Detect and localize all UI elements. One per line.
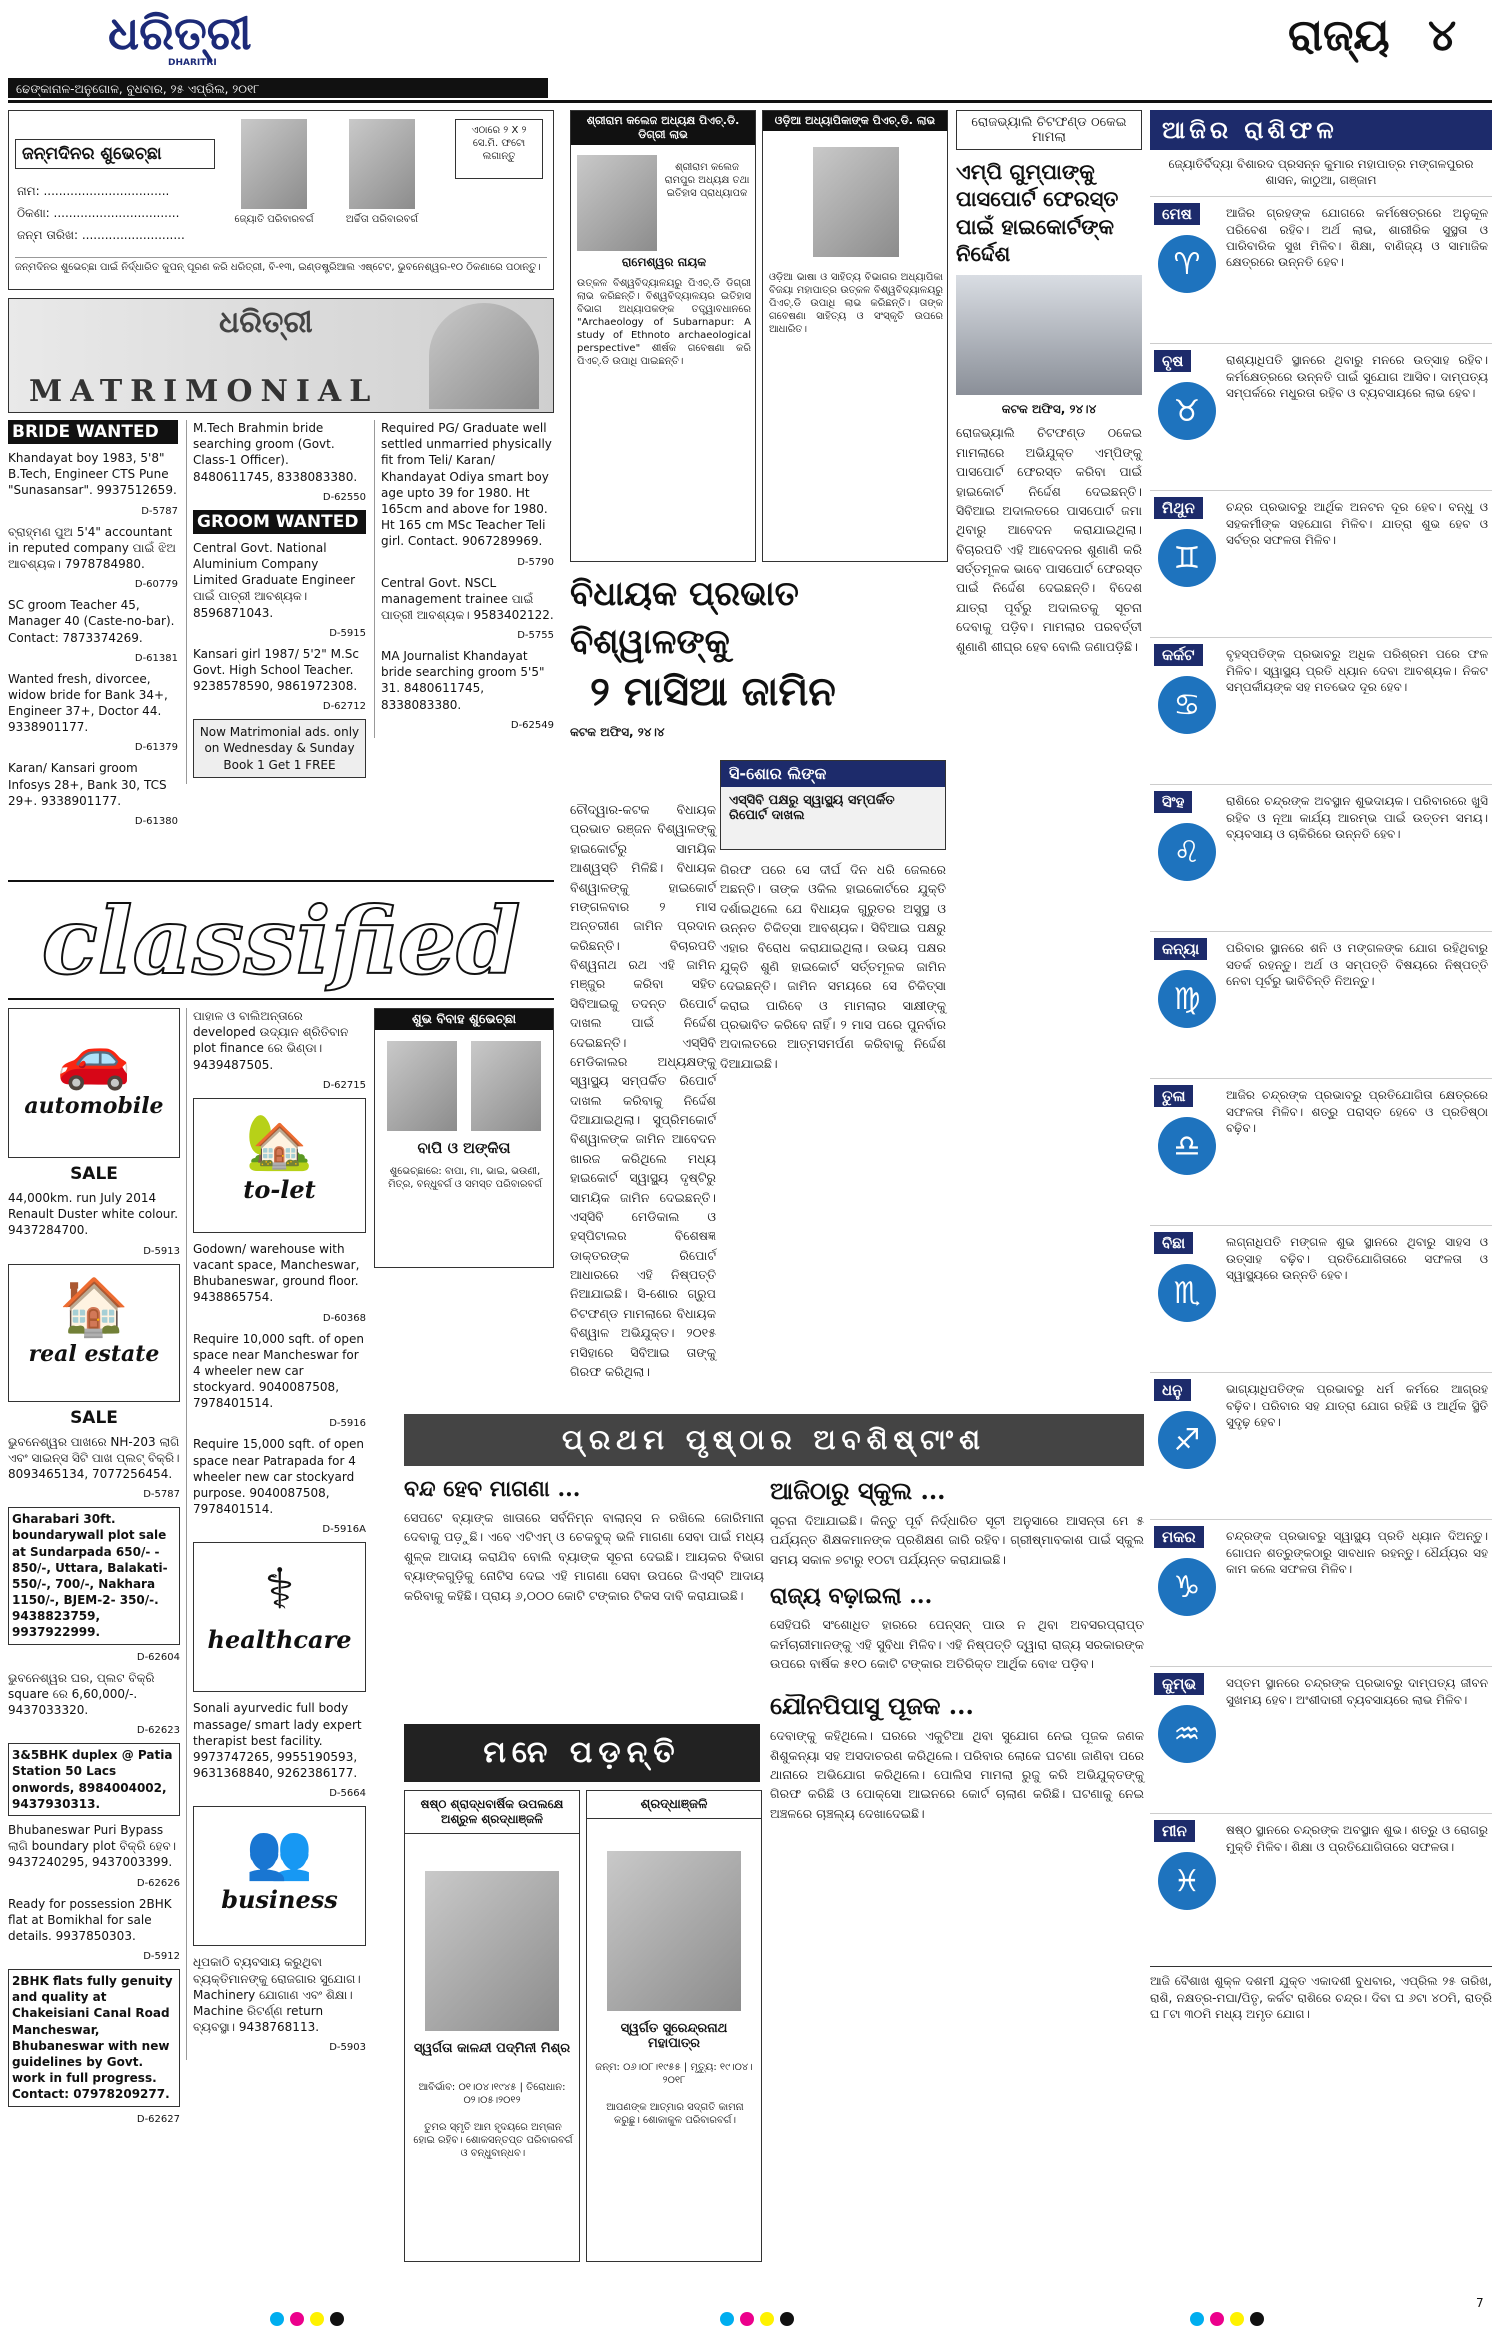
classified-ad-code: D-62626	[136, 1877, 180, 1889]
main-dateline: କଟକ ଅଫିସ, ୨୪।୪	[570, 725, 665, 739]
birthday-photo-2	[349, 119, 415, 209]
masthead-logo-sub: DHARITRI	[168, 58, 217, 68]
cuttack-story	[956, 110, 1142, 1400]
registration-mark-cyan	[270, 2312, 284, 2326]
classified-ad: ଧୂପକାଠି ବ୍ୟବସାୟ କରୁଥିବା ବ୍ୟକ୍ତିମାନଙ୍କୁ ରୋଜଗାର ସୁଯୋଗ। Machinery ଯୋଗାଣ ଏବଂ ଶିକ୍ଷା। Machine ରିଟର୍ଣ୍ଣ return ବ୍ୟବସ୍ଥା। 9438768113.	[193, 1955, 361, 2035]
real-estate-label: real estate	[28, 1340, 160, 1367]
classified-ad: Gharabari 30ft. boundarywall plot sale at Sundarpada 650/- - 850/-, Uttara, Balakati-550/-, 700/-, Nakhara 1150/-, BJEM-2- 350/-. 9438823759, 9937922999.	[8, 1507, 180, 1645]
zodiac-icon: ♎	[1158, 1117, 1216, 1175]
birthday-box	[8, 110, 554, 290]
edition-bar	[8, 78, 548, 98]
continuation-body: ସୂଚନା ଦିଆଯାଇଛି। କିନ୍ତୁ ପୂର୍ବ ନିର୍ଦ୍ଧାରିତ ସୂଚୀ ଅନୁସାରେ ଆସନ୍ତା ମେ ୫ ପର୍ଯ୍ୟନ୍ତ ଶିକ୍ଷକମାନଙ୍କ ପ୍ରଶିକ୍ଷଣ ଜାରି ରହିବ। ଗ୍ରୀଷ୍ମାବକାଶ ପାଇଁ ସ୍କୁଲ ସମୟ ସକାଳ ୭ଟାରୁ ୧୦ଟା ପର୍ଯ୍ୟନ୍ତ କରାଯାଇଛି।	[770, 1513, 1144, 1567]
matri-ad-code: D-62549	[510, 719, 554, 731]
classified-ad: Godown/ warehouse with vacant space, Mancheswar, Bhubaneswar, ground floor. 9438865754.	[193, 1241, 360, 1305]
wedding-text: ଶୁଭେଚ୍ଛାରେ: ବାପା, ମା, ଭାଇ, ଭଉଣୀ, ମିତ୍ର, ବନ୍ଧୁବର୍ଗ ଓ ସମସ୍ତ ପରିବାରବର୍ଗ	[388, 1166, 542, 1190]
classified-ad: 44,000km. run July 2014 Renault Duster white colour. 9437284700.	[8, 1191, 179, 1238]
matri-ad-code: D-60779	[134, 579, 178, 591]
matri-ad: MA Journalist Khandayat bride searching groom 5'5" 31. 8480611745, 8338083380.	[381, 649, 545, 712]
classified-ad-code: D-5787	[143, 1489, 180, 1501]
to-let-label: to-let	[243, 1174, 316, 1204]
matri-ad-code: D-61381	[134, 652, 178, 664]
continuation-title: ଆଜିଠାରୁ ସ୍କୁଲ ...	[770, 1476, 946, 1505]
zodiac-icon: ♓	[1158, 1852, 1216, 1910]
masthead-rule	[8, 100, 1492, 103]
horoscope-sign-name: ମେଷ	[1154, 203, 1200, 225]
obituary-left-dates: ଆବିର୍ଭାବ: ୦୧।୦୪।୧୯୪୫ | ତିରୋଧାନ: ୦୨।୦୫।୨୦୧୨	[418, 2082, 566, 2106]
registration-mark-yellow	[310, 2312, 324, 2326]
obituary-left-title: ଷଷ୍ଠ ଶ୍ରାଦ୍ଧବାର୍ଷିକ ଉପଲକ୍ଷେ ଅଶ୍ରୁଳ ଶ୍ରଦ୍ଧାଞ୍ଜଳି	[405, 1791, 579, 1834]
continuation-title: ରାଜ୍ୟ ବଢ଼ାଇଲା ...	[770, 1583, 933, 1610]
main-headline-2: ୨ ମାସିଆ ଜାମିନ	[590, 668, 836, 715]
profile-left-name: ରାମେଶ୍ୱର ନାୟକ	[621, 255, 707, 269]
matri-ad-code: D-61380	[134, 816, 178, 827]
horoscope-sign-text: ପରିବାର ସ୍ଥାନରେ ଶନି ଓ ମଙ୍ଗଳଙ୍କ ଯୋଗ ରହିଥିବାରୁ ସତର୍କ ରହନ୍ତୁ। ଅର୍ଥ ଓ ସମ୍ପତ୍ତି ବିଷୟରେ ନିଷ୍ପତ୍ତି ନେବା ପୂର୍ବରୁ ଭାବିଚିନ୍ତି ନିଅନ୍ତୁ।	[1226, 941, 1488, 988]
horoscope-astrologer: ଜ୍ୟୋତିର୍ବିଦ୍ୟା ବିଶାରଦ ପ୍ରସନ୍ନ କୁମାର ମହାପାତ୍ର ମଙ୍ଗଳପୁରର ଶାସନ, କାଠୁଆ, ଗଞ୍ଜାମ	[1168, 157, 1474, 188]
obituary-left-text: ତୁମର ସ୍ମୃତି ଆମ ହୃଦୟରେ ଅମ୍ଳାନ ହୋଇ ରହିବ। ଶୋକସନ୍ତପ୍ତ ପରିବାରବର୍ଗ ଓ ବନ୍ଧୁବାନ୍ଧବ।	[413, 2122, 573, 2159]
horoscope-sign	[1150, 1519, 1492, 1666]
profile-left-side: ଶ୍ରୀରାମ କଲେଜ ରାମପୁର ଅଧ୍ୟକ୍ଷ ତଥା ଇତିହାସ ପ୍ରାଧ୍ୟାପକ	[664, 162, 750, 199]
section-title: ରାଜ୍ୟ	[1288, 10, 1390, 61]
business-panel	[193, 1806, 366, 1946]
obituary-left-photo	[425, 1871, 559, 2031]
matrimonial-col-2	[186, 420, 366, 784]
horoscope-sign	[1150, 1078, 1492, 1225]
obituary-right-dates: ଜନ୍ମ: ୦୬।୦୮।୧୯୫୫ | ମୃତ୍ୟୁ: ୧୯।୦୪।୨୦୧୮	[595, 2062, 753, 2086]
cuttack-dateline: କଟକ ଅଫିସ, ୨୪।୪	[1001, 402, 1097, 417]
registration-mark-magenta	[1210, 2312, 1224, 2326]
masthead	[8, 8, 1492, 83]
main-headline-1: ବିଧାୟକ ପ୍ରଭାତ ବିଶ୍ୱାଳଙ୍କୁ	[570, 574, 799, 662]
zodiac-icon: ♌	[1158, 823, 1216, 881]
profile-right-header: ଓଡ଼ିଆ ଅଧ୍ୟାପିକାଙ୍କ ପିଏଚ୍.ଡି. ଲାଭ	[763, 111, 947, 131]
matri-ad-code: D-5915	[329, 627, 366, 639]
bride-illustration	[429, 303, 539, 409]
horoscope-sign-text: ଆଜିର ଚନ୍ଦ୍ରଙ୍କ ପ୍ରଭାବରୁ ପ୍ରତିଯୋଗିତା କ୍ଷେତ୍ରରେ ସଫଳତା ମିଳିବ। ଶତ୍ରୁ ପରାସ୍ତ ହେବେ ଓ ପ୍ରତିଷ୍ଠା ବଢ଼ିବ।	[1226, 1088, 1488, 1135]
horoscope-sign-text: ରାଶିରେ ଚନ୍ଦ୍ରଙ୍କ ଅବସ୍ଥାନ ଶୁଭଦାୟକ। ପରିବାରରେ ଖୁସି ରହିବ ଓ ନୂଆ କାର୍ଯ୍ୟ ଆରମ୍ଭ ପାଇଁ ଉତ୍ତମ ସମୟ। ବ୍ୟବସାୟ ଓ ଚାକିରିରେ ଉନ୍ନତି ହେବ।	[1226, 794, 1488, 841]
classified-ad: Bhubaneswar Puri Bypass ଲାଗି boundary plot ବିକ୍ରି ହେବ। 9437240295, 9437003399.	[8, 1822, 177, 1870]
real-estate-panel	[8, 1264, 180, 1402]
classified-ad-code: D-5664	[329, 1788, 366, 1800]
horoscope-sign-name: ମୀନ	[1154, 1820, 1195, 1842]
horoscope-sign-name: କନ୍ୟା	[1154, 938, 1207, 960]
classified-ad-code: D-62604	[136, 1651, 180, 1663]
horoscope-sign	[1150, 490, 1492, 637]
zodiac-icon: ♈	[1158, 235, 1216, 293]
zodiac-icon: ♉	[1158, 382, 1216, 440]
continuation-left	[404, 1476, 764, 1716]
wedding-greeting	[374, 1008, 554, 1268]
matri-ad: Karan/ Kansari groom Infosys 28+, Bank 30, TCS 29+. 9338901177.	[8, 761, 167, 808]
horoscope-sign	[1150, 1813, 1492, 1960]
zodiac-icon: ♐	[1158, 1411, 1216, 1469]
classified-ad-code: D-62715	[322, 1079, 366, 1091]
classified-ad: Require 10,000 sqft. of open space near Mancheswar for 4 wheeler new car stockyard. 9040087508, 7978401514.	[193, 1331, 364, 1411]
matrimonial-col-3	[374, 420, 554, 738]
horoscope-sign-name: ମିଥୁନ	[1154, 497, 1203, 519]
horoscope-sign-text: ବୃହସ୍ପତିଙ୍କ ପ୍ରଭାବରୁ ଅଧିକ ପରିଶ୍ରମ ପରେ ଫଳ ମିଳିବ। ସ୍ୱାସ୍ଥ୍ୟ ପ୍ରତି ଧ୍ୟାନ ଦେବା ଆବଶ୍ୟକ। ନିକଟ ସମ୍ପର୍କୀୟଙ୍କ ସହ ମତଭେଦ ଦୂର ହେବ।	[1226, 647, 1488, 694]
continuation-body: ଦେବାଙ୍କୁ କହିଥିଲେ। ଘରରେ ଏକୁଟିଆ ଥିବା ସୁଯୋଗ ନେଇ ପୂଜକ ଜଣକ ଶିଶୁକନ୍ୟା ସହ ଅସଦାଚରଣ କରିଥିଲେ। ପରିବାର ଲୋକେ ଘଟଣା ଜାଣିବା ପରେ ଥାନାରେ ଅଭିଯୋଗ କରିଥିଲେ। ପୋଲିସ ମାମଲା ରୁଜୁ କରି ଅଭିଯୁକ୍ତଙ୍କୁ ଗିରଫ କରିଛି ଓ ପୋକ୍ସୋ ଆଇନରେ କୋର୍ଟ ଚାଲାଣ କରିଛି। ଘଟଣାକୁ ନେଇ ଅଞ୍ଚଳରେ ଚାଞ୍ଚଲ୍ୟ ଦେଖାଦେଇଛି।	[770, 1728, 1144, 1821]
zodiac-icon: ♍	[1158, 970, 1216, 1028]
birthday-photo-slot: ଏଠାରେ ୨ X ୨ ସେ.ମି. ଫଟୋ ଲଗାନ୍ତୁ	[455, 119, 543, 179]
bride-photo	[471, 1041, 541, 1131]
business-label: business	[221, 1885, 338, 1915]
horoscope-signs	[1150, 196, 1492, 1960]
classified-banner	[8, 880, 554, 1000]
obituary-right-photo	[607, 1851, 741, 2011]
continuation-body: ସେପଟେ ବ୍ୟାଙ୍କ ଖାତାରେ ସର୍ବନିମ୍ନ ବାଲାନ୍ସ ନ ରଖିଲେ ଜୋରିମାନା ଦେବାକୁ ପଡ଼ୁଛି। ଏବେ ଏଟିଏମ୍ ଓ ଚେକବୁକ୍ ଭଳି ମାଗଣା ସେବା ପାଇଁ ମଧ୍ୟ ଶୁଳ୍କ ଆଦାୟ କରାଯିବ ବୋଲି ବ୍ୟାଙ୍କ ସୂଚନା ଦେଇଛି। ଆୟକର ବିଭାଗ ବ୍ୟାଙ୍କଗୁଡ଼ିକୁ ନୋଟିସ ଦେଇ ଏହି ମାଗଣା ସେବା ଉପରେ ଜିଏସ୍‌ଟି ଆଦାୟ କରିବାକୁ କହିଛି। ପ୍ରାୟ ୬,୦୦୦ କୋଟି ଟଙ୍କାର ଟିକସ ଦାବି କରାଯାଇଛି।	[404, 1510, 764, 1603]
birthday-photo-1	[241, 119, 307, 209]
matri-promo: Now Matrimonial ads. only on Wednesday & Sunday Book 1 Get 1 FREE	[193, 719, 366, 778]
matri-ad: Kansari girl 1987/ 5'2" M.Sc Govt. High School Teacher. 9238578590, 9861972308.	[193, 646, 360, 694]
registration-mark-cyan	[720, 2312, 734, 2326]
classified-ad-code: D-5916A	[322, 1524, 366, 1536]
horoscope-sign	[1150, 1666, 1492, 1813]
classified-ad-code: D-60368	[322, 1312, 366, 1324]
horoscope-sign-name: ବୃଷ	[1154, 350, 1191, 372]
matri-ad-code: D-62712	[322, 701, 366, 713]
matri-ad: Khandayat boy 1983, 5'8" B.Tech, Engineer CTS Pune "Sunasansar". 9937512659.	[8, 451, 177, 498]
classified-col-1	[8, 1008, 180, 2132]
horoscope-sign-text: ଆଜିର ଗ୍ରହଙ୍କ ଯୋଗରେ କର୍ମଷେତ୍ରରେ ଅନୁକୂଳ ପରିବେଶ ରହିବ। ଅର୍ଥ ଲାଭ, ଶାରୀରିକ ସୁସ୍ଥତା ଓ ପାରିବାରିକ ସୁଖ ମିଳିବ। ଶିକ୍ଷା, ବାଣିଜ୍ୟ ଓ ସାମାଜିକ କ୍ଷେତ୍ରରେ ଉନ୍ନତି ହେବ।	[1226, 206, 1488, 269]
obituary-right-title: ଶ୍ରଦ୍ଧାଞ୍ଜଳି	[587, 1791, 761, 1819]
classified-ad-code: D-5912	[143, 1951, 180, 1963]
classified-col-2	[186, 1008, 366, 2060]
horoscope-sign-text: ଚନ୍ଦ୍ର ପ୍ରଭାବରୁ ଆର୍ଥିକ ଅନଟନ ଦୂର ହେବ। ବନ୍ଧୁ ଓ ସହକର୍ମୀଙ୍କ ସହଯୋଗ ମିଳିବ। ଯାତ୍ରା ଶୁଭ ହେବ ଓ ସର୍ବତ୍ର ସଫଳତା ମିଳିବ।	[1226, 500, 1488, 547]
edition-line: ଢେଙ୍କାନାଳ-ଅନୁଗୋଳ, ବୁଧବାର, ୨୫ ଏପ୍ରିଲ, ୨୦୧୮	[16, 82, 260, 96]
horoscope-sign	[1150, 343, 1492, 490]
registration-mark-yellow	[1230, 2312, 1244, 2326]
registration-mark-yellow	[760, 2312, 774, 2326]
matri-ad: Required PG/ Graduate well settled unmarried physically fit from Teli/ Karan/ Khandayat Odiya smart boy age upto 39 for 1980. Ht 165cm and above for 1980. Ht 165 cm MSc Teacher Teli girl. Contact. 9067289969.	[381, 421, 552, 549]
horoscope-sign-name: ବିଛା	[1154, 1232, 1193, 1254]
profile-left-photo	[577, 155, 657, 251]
classified-ad: Ready for possession 2BHK flat at Bomikhal for sale details. 9937850303.	[8, 1896, 172, 1943]
zodiac-icon: ♊	[1158, 529, 1216, 587]
color-registration-marks	[0, 2312, 1500, 2332]
matrimonial-banner	[8, 298, 554, 413]
matri-ad-code: D-5755	[517, 630, 554, 642]
wedding-names: ବାପି ଓ ଅଙ୍କିତା	[417, 1139, 511, 1157]
horoscope-almanac: ଆଜି ବୈଶାଖ ଶୁକ୍ଳ ଦଶମୀ ଯୁକ୍ତ ଏକାଦଶୀ ବୁଧବାର, ଏପ୍ରିଲ ୨୫ ତାରିଖ, ରାଶି, ନକ୍ଷତ୍ର-ମଘା/ପିତୃ, କର୍କଟ ରାଶିରେ ଚନ୍ଦ୍ର। ଦିବା ଘ ୬ଟା ୪୦ମି, ରାତ୍ରି ଘ ୮ଟା ୩୦ମି ମଧ୍ୟ ଅମୃତ ଯୋଗ।	[1150, 1966, 1492, 2022]
main-story	[570, 570, 950, 1379]
high-court-photo	[956, 275, 1142, 395]
automobile-sale: SALE	[70, 1164, 118, 1184]
continuation-body: ସେହିପରି ସଂଶୋଧିତ ହାରରେ ପେନ୍‌ସନ୍ ପାଉ ନ ଥିବା ଅବସରପ୍ରାପ୍ତ କର୍ମଚାରୀମାନଙ୍କୁ ଏହି ସୁବିଧା ମିଳିବ। ଏହି ନିଷ୍ପତ୍ତି ଦ୍ୱାରା ରାଜ୍ୟ ସରକାରଙ୍କ ଉପରେ ବାର୍ଷିକ ୫୧୦ କୋଟି ଟଙ୍କାର ଅତିରିକ୍ତ ଆର୍ଥିକ ବୋଝ ପଡ଼ିବ।	[770, 1617, 1144, 1671]
remembrance-banner: ମନେ ପଡ଼ନ୍ତି	[404, 1724, 760, 1782]
horoscope-sign	[1150, 1225, 1492, 1372]
to-let-panel	[193, 1098, 366, 1233]
zodiac-icon: ♑	[1158, 1558, 1216, 1616]
business-people-icon: 👥	[245, 1820, 314, 1884]
horoscope-sign-name: ତୁଳା	[1154, 1085, 1193, 1107]
classified-ad: ଭୁବନେଶ୍ୱର ଘର, ପ୍ଲଟ ବିକ୍ରି square ରେ 6,60,000/-. 9437033320.	[8, 1670, 155, 1717]
horoscope-sign-name: କୁମ୍ଭ	[1154, 1673, 1204, 1695]
main-sidebar-sub: ଏସ୍‌ସିବି ପକ୍ଷରୁ ସ୍ୱାସ୍ଥ୍ୟ ସମ୍ପର୍କିତ ରିପୋର୍ଟ ଦାଖଲ	[729, 793, 895, 823]
house-icon: 🏠	[59, 1274, 129, 1340]
matri-ad: Wanted fresh, divorcee, widow bride for Bank 34+, Engineer 37+, Doctor 44. 9338901177.	[8, 671, 168, 735]
matri-ad-code: D-5787	[141, 505, 178, 517]
cuttack-headline: ଏମ୍‌ପି ଗୁମ୍ପାଙ୍କୁ ପାସପୋର୍ଟ ଫେରସ୍ତ ପାଇଁ ହାଇକୋର୍ଟଙ୍କ ନିର୍ଦ୍ଦେଶ	[956, 159, 1119, 266]
horoscope-sign	[1150, 784, 1492, 931]
birthday-footer: ଜନ୍ମଦିନର ଶୁଭେଚ୍ଛା ପାଇଁ ନିର୍ଦ୍ଧାରିତ କୁପନ୍ ପୂରଣ କରି ଧରିତ୍ରୀ, ବି-୧୩, ଇଣ୍ଡଷ୍ଟ୍ରିଆଲ ଏଷ୍ଟେଟ, ଭୁବନେଶ୍ୱର-୧୦ ଠିକଣାରେ ପଠାନ୍ତୁ।	[15, 257, 547, 274]
main-body-right: ଗିରଫ ପରେ ସେ ଦୀର୍ଘ ଦିନ ଧରି ଜେଲରେ ଅଛନ୍ତି। ତାଙ୍କ ଓକିଲ ହାଇକୋର୍ଟରେ ଯୁକ୍ତି ଦର୍ଶାଇଥିଲେ ଯେ ବିଧାୟକ ଗୁରୁତର ଅସୁସ୍ଥ ଓ ଉନ୍ନତ ଚିକିତ୍ସା ଆବଶ୍ୟକ। ସିବିଆଇ ପକ୍ଷରୁ ଏହାର ବିରୋଧ କରାଯାଇଥିଲା। ଉଭୟ ପକ୍ଷର ଯୁକ୍ତି ଶୁଣି ହାଇକୋର୍ଟ ସର୍ତ୍ତମୂଳକ ଜାମିନ ଦେଇଛନ୍ତି। ଜାମିନ ସମୟରେ ସେ ଚିକିତ୍ସା କରାଇ ପାରିବେ ଓ ମାମଲାର ସାକ୍ଷୀଙ୍କୁ ପ୍ରଭାବିତ କରିବେ ନାହିଁ। ୨ ମାସ ପରେ ପୁନର୍ବାର ଅଦାଲତରେ ଆତ୍ମସମର୍ପଣ କରିବାକୁ ନିର୍ଦ୍ଦେଶ ଦିଆଯାଇଛି।	[720, 862, 946, 1071]
cuttack-body: ରୋଜଭ୍ୟାଲି ଚିଟଫଣ୍ଡ ଠକେଇ ମାମଲାରେ ଅଭିଯୁକ୍ତ ଏମ୍‌ପିଙ୍କୁ ପାସପୋର୍ଟ ଫେରସ୍ତ କରିବା ପାଇଁ ହାଇକୋର୍ଟ ନିର୍ଦ୍ଦେଶ ଦେଇଛନ୍ତି। ସିବିଆଇ ଅଦାଲତରେ ପାସପୋର୍ଟ ଜମା ଥିବାରୁ ଆବେଦନ କରାଯାଇଥିଲା। ବିଚାରପତି ଏହି ଆବେଦନର ଶୁଣାଣି କରି ସର୍ତ୍ତମୂଳକ ଭାବେ ପାସପୋର୍ଟ ଫେରସ୍ତ ପାଇଁ ନିର୍ଦ୍ଦେଶ ଦେଇଛନ୍ତି। ବିଦେଶ ଯାତ୍ରା ପୂର୍ବରୁ ଅଦାଲତକୁ ସୂଚନା ଦେବାକୁ ପଡ଼ିବ। ମାମଲାର ପରବର୍ତ୍ତୀ ଶୁଣାଣି ଶୀଘ୍ର ହେବ ବୋଲି ଜଣାପଡ଼ିଛି।	[956, 425, 1142, 654]
matri-ad-code: D-5790	[517, 556, 554, 568]
classified-ad: 2BHK flats fully genuity and quality at Chakeisiani Canal Road Mancheswar, Bhubaneswar with new guidelines by Govt. work in full progress. Contact: 07978209277.	[8, 1969, 180, 2107]
footer-page-number: 7	[1476, 2296, 1484, 2310]
matri-ad-code: D-62550	[322, 491, 366, 503]
horoscope-sign-name: ମକର	[1154, 1526, 1204, 1548]
profile-right-photo	[813, 147, 899, 257]
matri-ad: Central Govt. National Aluminium Company Limited Graduate Engineer ପାଇଁ ପାତ୍ରୀ ଆବଶ୍ୟକ। 8596871043.	[193, 540, 356, 620]
continuation-title: ଯୌନପିପାସୁ ପୂଜକ ...	[770, 1691, 974, 1721]
classified-ad-code: D-62623	[136, 1725, 180, 1737]
classified-ad-code: D-5913	[143, 1245, 180, 1257]
matrimonial-logo: ଧରିତ୍ରୀ	[219, 305, 313, 340]
birthday-field-name: ନାମ: .................................	[17, 184, 170, 198]
classified-ad: 3&5BHK duplex @ Patia Station 50 Lacs onwords, 8984004002, 9437930313.	[8, 1743, 180, 1816]
automobile-panel	[8, 1008, 180, 1158]
obituary-right-text: ଆପଣଙ୍କ ଆତ୍ମାର ସଦ୍‌ଗତି କାମନା କରୁଛୁ। ଶୋକାକୁଳ ପରିବାରବର୍ଗ।	[606, 2102, 744, 2126]
obituary-left-name: ସ୍ୱର୍ଗତା କାଳନ୍ଦୀ ପଦ୍ମିନୀ ମିଶ୍ର	[413, 2041, 571, 2056]
main-sidebar-title: ସି-ଶୋର ଲିଙ୍କ	[721, 761, 945, 787]
profile-left-header: ଶ୍ରୀରାମ କଲେଜ ଅଧ୍ୟକ୍ଷ ପିଏଚ୍.ଡି. ଡିଗ୍ରୀ ଲାଭ	[571, 111, 755, 145]
obituary-left	[404, 1790, 580, 2262]
classified-ad-code: D-5916	[329, 1418, 366, 1430]
continuation-right	[770, 1476, 1144, 1976]
obituary-right-name: ସ୍ୱର୍ଗତ ସୁରେନ୍ଦ୍ରନାଥ ମହାପାତ୍ର	[620, 2021, 728, 2051]
horoscope-title: ଆଜିର ରାଶିଫଳ	[1150, 110, 1492, 150]
matri-ad: M.Tech Brahmin bride searching groom (Govt. Class-1 Officer). 8480611745, 8338083380.	[193, 421, 358, 484]
horoscope	[1150, 110, 1492, 2280]
to-let-sign-icon: 🏡	[245, 1109, 314, 1173]
horoscope-sign-text: ଭାଗ୍ୟାଧିପତିଙ୍କ ପ୍ରଭାବରୁ ଧର୍ମ କର୍ମରେ ଆଗ୍ରହ ବଢ଼ିବ। ପରିବାର ସହ ଯାତ୍ରା ଯୋଗ ରହିଛି ଓ ଆର୍ଥିକ ସ୍ଥିତି ସୁଦୃଢ଼ ହେବ।	[1226, 1382, 1488, 1429]
continuation-title: ବନ୍ଦ ହେବ ମାଗଣା ...	[404, 1476, 581, 1502]
wedding-title: ଶୁଭ ବିବାହ ଶୁଭେଚ୍ଛା	[375, 1009, 553, 1030]
birthday-person-1: ଜ୍ୟୋତି ପରିବାରବର୍ଗ	[234, 214, 314, 225]
horoscope-sign-name: ସିଂହ	[1154, 791, 1192, 813]
registration-mark-black	[330, 2312, 344, 2326]
page-number: ୪	[1428, 10, 1457, 61]
registration-mark-magenta	[290, 2312, 304, 2326]
obituary-right	[586, 1790, 762, 2262]
classified-ad: ଭୁବନେଶ୍ୱର ପାଖରେ NH-203 ଲାଗି ଏବଂ ସାଇନ୍ସ ସିଟି ପାଖ ପ୍ଲଟ୍ ବିକ୍ରି। 8093465134, 7077256454.	[8, 1434, 180, 1481]
healthcare-panel	[193, 1542, 366, 1692]
matri-ad: Central Govt. NSCL management trainee ପାଇଁ ପାତ୍ରୀ ଆବଶ୍ୟକ। 9583402122.	[381, 575, 554, 622]
horoscope-sign	[1150, 931, 1492, 1078]
horoscope-sign	[1150, 1372, 1492, 1519]
horoscope-sign-text: ଷଷ୍ଠ ସ୍ଥାନରେ ଚନ୍ଦ୍ରଙ୍କ ଅବସ୍ଥାନ ଶୁଭ। ଶତ୍ରୁ ଓ ରୋଗରୁ ମୁକ୍ତି ମିଳିବ। ଶିକ୍ଷା ଓ ପ୍ରତିଯୋଗିତାରେ ସଫଳତା।	[1226, 1823, 1488, 1854]
birthday-person-2: ଅର୍ଚ୍ଚିତା ପରିବାରବର୍ଗ	[345, 214, 419, 225]
automobile-label: automobile	[24, 1093, 164, 1119]
horoscope-sign	[1150, 637, 1492, 784]
matri-ad: SC groom Teacher 45, Manager 40 (Caste-no-bar). Contact: 7873374269.	[8, 598, 175, 645]
profile-right	[762, 110, 948, 562]
profile-left	[570, 110, 756, 562]
main-sidebar	[720, 760, 946, 850]
birthday-field-address: ଠିକଣା: .................................	[17, 206, 180, 220]
bride-wanted-title: BRIDE WANTED	[8, 420, 178, 444]
classified-ad: ପାହାଳ ଓ ବାଲିଅନ୍ତାରେ developed ଉଦ୍ୟାନ ଶ୍ରିତିବାନ plot finance ରେ ଭିଣ୍ଡା। 9439487505.	[193, 1009, 349, 1072]
registration-mark-black	[1250, 2312, 1264, 2326]
matrimonial-title: MATRIMONIAL	[29, 374, 379, 409]
matri-ad-code: D-61379	[134, 742, 178, 754]
classified-ad-code: D-62627	[136, 2113, 180, 2125]
zodiac-icon: ♒	[1158, 1705, 1216, 1763]
horoscope-sign-name: କର୍କଟ	[1154, 644, 1203, 666]
horoscope-sign-text: ରାଶ୍ୟାଧିପତି ସ୍ଥାନରେ ଥିବାରୁ ମନରେ ଉତ୍ସାହ ରହିବ। କର୍ମକ୍ଷେତ୍ରରେ ଉନ୍ନତି ପାଇଁ ସୁଯୋଗ ଆସିବ। ଦାମ୍ପତ୍ୟ ସମ୍ପର୍କରେ ମଧୁରତା ରହିବ ଓ ବ୍ୟବସାୟରେ ଲାଭ ହେବ।	[1226, 353, 1488, 400]
classified-ad: Require 15,000 sqft. of open space near Patrapada for 4 wheeler new car stockyard purpose. 9040087508, 7978401514.	[193, 1437, 364, 1517]
stethoscope-icon: ⚕	[264, 1557, 295, 1623]
horoscope-sign-text: ଚନ୍ଦ୍ରଙ୍କ ପ୍ରଭାବରୁ ସ୍ୱାସ୍ଥ୍ୟ ପ୍ରତି ଧ୍ୟାନ ଦିଅନ୍ତୁ। ଗୋପନ ଶତ୍ରୁଙ୍କଠାରୁ ସାବଧାନ ରହନ୍ତୁ। ଧୈର୍ଯ୍ୟର ସହ କାମ କଲେ ସଫଳତା ମିଳିବ।	[1226, 1529, 1488, 1576]
groom-photo	[387, 1041, 457, 1131]
main-body-left: ଚୌଦ୍ୱାର-କଟକ ବିଧାୟକ ପ୍ରଭାତ ରଞ୍ଜନ ବିଶ୍ୱାଳଙ୍କୁ ହାଇକୋର୍ଟରୁ ସାମୟିକ ଆଶ୍ୱସ୍ତି ମିଳିଛି। ବିଧାୟକ ବିଶ୍ୱାଳଙ୍କୁ ହାଇକୋର୍ଟ ମଙ୍ଗଳବାର ୨ ମାସ ଅନ୍ତରୀଣ ଜାମିନ ପ୍ରଦାନ କରିଛନ୍ତି। ବିଚାରପତି ବିଶ୍ୱନାଥ ରଥ ଏହି ଜାମିନ ମଞ୍ଜୁର କରିବା ସହିତ ସିବିଆଇକୁ ତଦନ୍ତ ରିପୋର୍ଟ ଦାଖଲ ପାଇଁ ନିର୍ଦ୍ଦେଶ ଦେଇଛନ୍ତି। ଏସ୍‌ସିବି ମେଡିକାଲର ଅଧ୍ୟକ୍ଷଙ୍କୁ ସ୍ୱାସ୍ଥ୍ୟ ସମ୍ପର୍କିତ ରିପୋର୍ଟ ଦାଖଲ କରିବାକୁ ନିର୍ଦ୍ଦେଶ ଦିଆଯାଇଥିଲା। ସୁପ୍ରିମକୋର୍ଟ ବିଶ୍ୱାଳଙ୍କ ଜାମିନ ଆବେଦନ ଖାରଜ କରିଥିଲେ ମଧ୍ୟ ହାଇକୋର୍ଟ ସ୍ୱାସ୍ଥ୍ୟ ଦୃଷ୍ଟିରୁ ସାମୟିକ ଜାମିନ ଦେଇଛନ୍ତି। ଏସ୍‌ସିବି ମେଡିକାଲ ଓ ହସ୍ପିଟାଲର ବିଶେଷଜ୍ଞ ଡାକ୍ତରଙ୍କ ରିପୋର୍ଟ ଆଧାରରେ ଏହି ନିଷ୍ପତ୍ତି ନିଆଯାଇଛି। ସି-ଶୋର ଗ୍ରୁପ ଚିଟଫଣ୍ଡ ମାମଲାରେ ବିଧାୟକ ବିଶ୍ୱାଳ ଅଭିଯୁକ୍ତ। ୨୦୧୫ ମସିହାରେ ସିବିଆଇ ତାଙ୍କୁ ଗିରଫ କରିଥିଲା।	[570, 802, 716, 1379]
registration-mark-magenta	[740, 2312, 754, 2326]
registration-mark-cyan	[1190, 2312, 1204, 2326]
birthday-field-dob: ଜନ୍ମ ତାରିଖ: ...........................	[17, 228, 185, 242]
horoscope-sign-text: ସପ୍ତମ ସ୍ଥାନରେ ଚନ୍ଦ୍ରଙ୍କ ପ୍ରଭାବରୁ ଦାମ୍ପତ୍ୟ ଜୀବନ ସୁଖମୟ ହେବ। ଅଂଶୀଦାରୀ ବ୍ୟବସାୟରେ ଲାଭ ମିଳିବ।	[1226, 1676, 1488, 1707]
car-icon: 🚗	[56, 1023, 132, 1093]
classified-ad: Sonali ayurvedic full body massage/ smart lady expert therapist best facility. 9973747265, 9955190593, 9631368840, 9262386177.	[193, 1701, 362, 1781]
healthcare-label: healthcare	[207, 1625, 352, 1655]
cuttack-kicker: ରୋଜଭ୍ୟାଲି ଚିଟଫଣ୍ଡ ଠକେଇ ମାମଲା	[956, 110, 1142, 150]
horoscope-sign	[1150, 196, 1492, 343]
registration-mark-black	[780, 2312, 794, 2326]
profile-left-text: ଉତ୍କଳ ବିଶ୍ୱବିଦ୍ୟାଳୟରୁ ପିଏଚ୍.ଡି ଡିଗ୍ରୀ ଲାଭ କରିଛନ୍ତି। ବିଶ୍ୱବିଦ୍ୟାଳୟର ଇତିହାସ ବିଭାଗ ଅଧ୍ୟାପକଙ୍କ ତତ୍ତ୍ୱାବଧାନରେ "Archaeology of Subarnapur: A study of Ethnoto archaeological perspective" ଶୀର୍ଷକ ଗବେଷଣା କରି ପିଏଚ୍.ଡି ଉପାଧି ପାଇଛନ୍ତି।	[577, 278, 751, 367]
matrimonial-col-1	[8, 420, 178, 834]
horoscope-sign-text: ଲଗ୍ନାଧିପତି ମଙ୍ଗଳ ଶୁଭ ସ୍ଥାନରେ ଥିବାରୁ ସାହସ ଓ ଉତ୍ସାହ ବଢ଼ିବ। ପ୍ରତିଯୋଗିତାରେ ସଫଳତା ଓ ସ୍ୱାସ୍ଥ୍ୟରେ ଉନ୍ନତି ହେବ।	[1226, 1235, 1488, 1282]
horoscope-sign-name: ଧନୁ	[1154, 1379, 1191, 1401]
classified-ad-code: D-5903	[329, 2042, 366, 2054]
zodiac-icon: ♏	[1158, 1264, 1216, 1322]
profile-right-text: ଓଡ଼ିଆ ଭାଷା ଓ ସାହିତ୍ୟ ବିଭାଗର ଅଧ୍ୟାପିକା ବିଜୟା ମହାପାତ୍ର ଉତ୍କଳ ବିଶ୍ୱବିଦ୍ୟାଳୟରୁ ପିଏଚ୍.ଡି ଉପାଧି ଲାଭ କରିଛନ୍ତି। ତାଙ୍କ ଗବେଷଣା ସାହିତ୍ୟ ଓ ସଂସ୍କୃତି ଉପରେ ଆଧାରିତ।	[769, 272, 943, 335]
real-estate-sale: SALE	[70, 1407, 118, 1428]
classified-title: classified	[41, 887, 521, 995]
groom-wanted-title: GROOM WANTED	[193, 510, 366, 534]
matri-ad: ବ୍ରାହ୍ମଣ ପୁଅ 5'4" accountant in reputed company ପାଇଁ ଝିଅ ଆବଶ୍ୟକ। 7978784980.	[8, 524, 176, 571]
continuation-banner: ପ୍ରଥମ ପୃଷ୍ଠାର ଅବଶିଷ୍ଟାଂଶ	[404, 1414, 1144, 1466]
zodiac-icon: ♋	[1158, 676, 1216, 734]
birthday-title: ଜନ୍ମଦିନର ଶୁଭେଚ୍ଛା	[15, 139, 215, 169]
masthead-logo: ଧରିତ୍ରୀ	[108, 6, 252, 60]
